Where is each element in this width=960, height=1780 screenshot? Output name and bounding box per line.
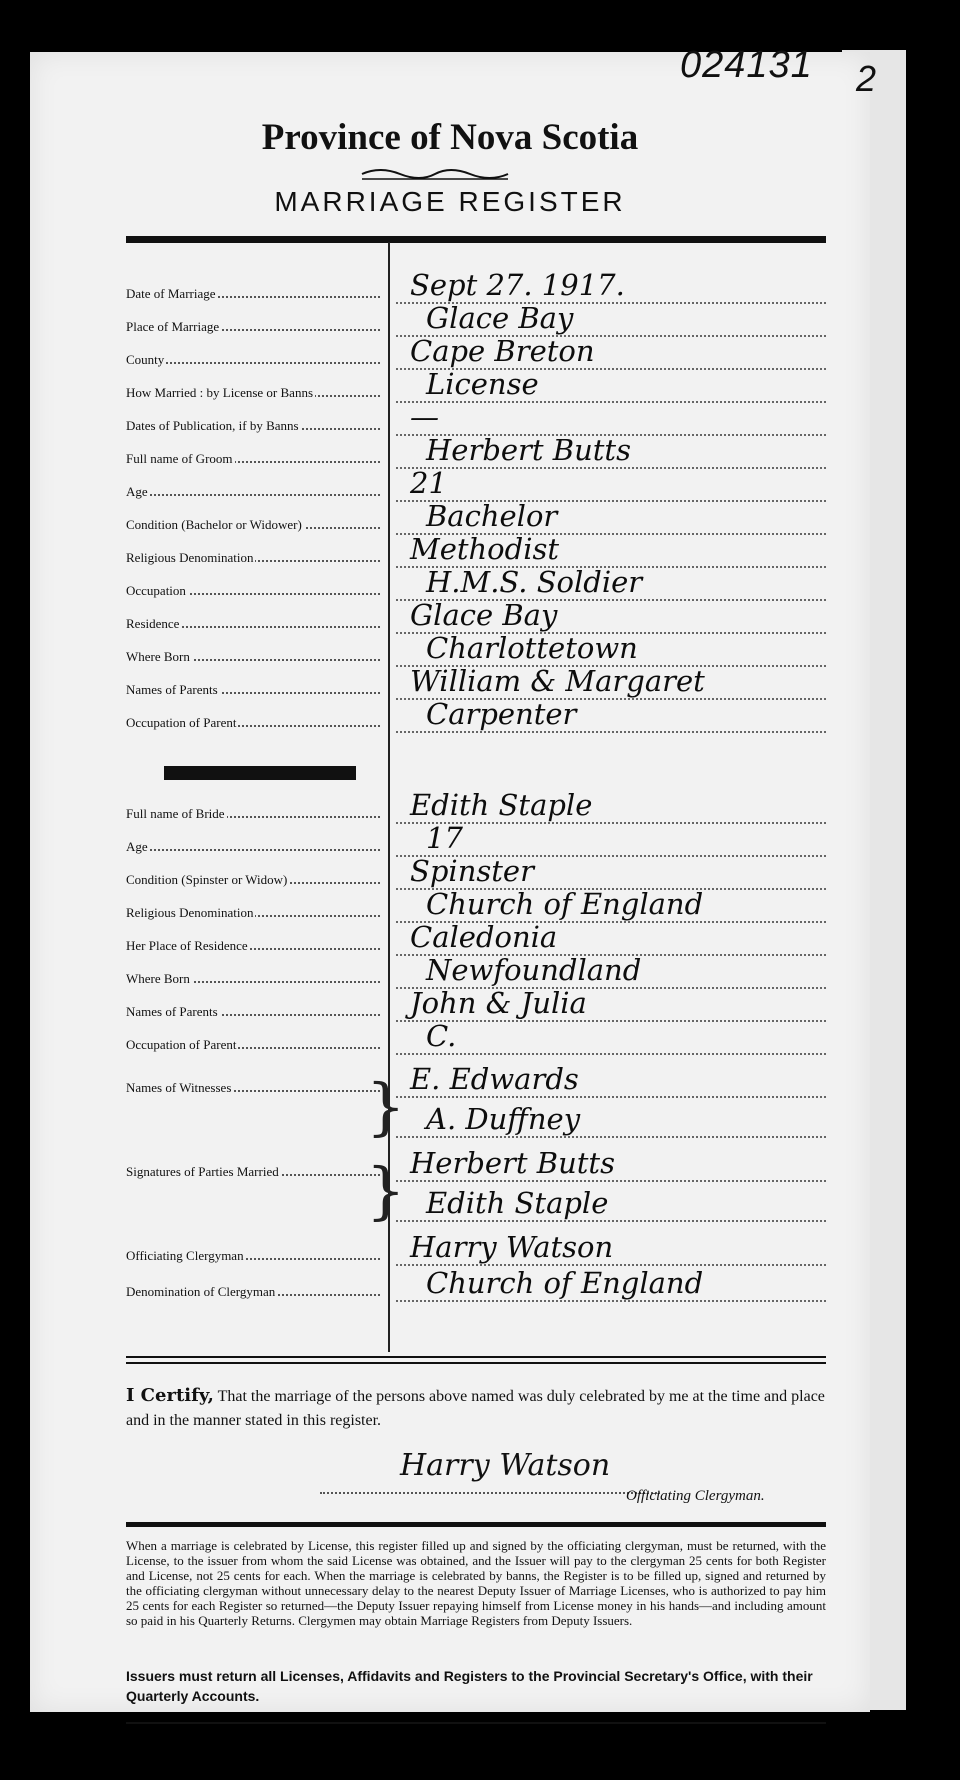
answer-line xyxy=(396,731,826,733)
field-label: Full name of Groom xyxy=(126,451,233,466)
field-value: Herbert Butts xyxy=(410,1146,615,1180)
answer-line xyxy=(396,467,826,469)
field-label: Place of Marriage xyxy=(126,319,220,334)
clergyman-signature: Harry Watson xyxy=(400,1448,611,1483)
field-value: E. Edwards xyxy=(410,1062,579,1096)
answer-line xyxy=(396,1136,826,1138)
field-value: Glace Bay xyxy=(410,598,558,632)
field-row xyxy=(126,410,388,434)
field-label: County xyxy=(126,352,165,367)
field-row xyxy=(126,1112,388,1136)
field-value: Bachelor xyxy=(426,499,558,533)
answer-line xyxy=(396,1180,826,1182)
field-value: Church of England xyxy=(426,887,704,921)
tab-number: 2 xyxy=(856,58,877,99)
certify-rule-bottom xyxy=(126,1362,826,1364)
field-value: John & Julia xyxy=(410,986,587,1020)
field-row xyxy=(126,1029,388,1053)
answer-line xyxy=(396,401,826,403)
field-value: Newfoundland xyxy=(426,953,642,987)
field-value: 21 xyxy=(410,466,447,500)
field-value: A. Duffney xyxy=(426,1102,581,1136)
field-value: License xyxy=(426,367,539,401)
field-value: Glace Bay xyxy=(426,301,574,335)
field-label: Occupation xyxy=(126,583,186,598)
field-label: Occupation of Parent xyxy=(126,1037,237,1052)
field-label: Condition (Bachelor or Widower) xyxy=(126,517,302,532)
answer-line xyxy=(396,1220,826,1222)
field-label: Where Born xyxy=(126,649,190,664)
field-label: Religious Denomination xyxy=(126,550,254,565)
field-label: Religious Denomination xyxy=(126,905,254,920)
record-number: 024131 xyxy=(680,44,813,86)
field-label: Denomination of Clergyman xyxy=(126,1284,276,1299)
form-title: Province of Nova Scotia xyxy=(261,117,639,158)
license-notice: When a marriage is celebrated by License, this register filled up and signed by the officiating clergyman, must be returned, with the License, to the issuer from whom the said License was obtained, and the Issuer will pay to the clergyman 25 cents for both Register and License, not 25 cents for each. When the marriage is celebrated by banns, the Register is to be filled up, signed and returned by the officiating clergyman without unnecessary delay to the nearest Deputy Issuer of Marriage Licenses, who is authorized to pay him 25 cents for each Register so returned—the Deputy Issuer repaying himself from License money in his hands—and including amount so paid in his Quarterly Returns. Clergymen may obtain Marriage Registers from Deputy Issuers. xyxy=(126,1538,826,1628)
field-value: Sept 27. 1917. xyxy=(410,268,625,302)
answer-line xyxy=(396,1096,826,1098)
field-row xyxy=(126,509,388,533)
field-label: Date of Marriage xyxy=(126,286,216,301)
certify-lead: I Certify, xyxy=(126,1385,214,1406)
answer-line xyxy=(396,1053,826,1055)
field-row xyxy=(126,608,388,632)
field-row xyxy=(126,963,388,987)
field-value: Edith Staple xyxy=(410,788,593,822)
field-value: Harry Watson xyxy=(410,1230,614,1264)
field-row xyxy=(126,1156,388,1180)
field-label: Age xyxy=(126,484,148,499)
header-rule xyxy=(126,236,826,243)
field-value: Caledonia xyxy=(410,920,558,954)
field-label: Dates of Publication, if by Banns xyxy=(126,418,299,433)
field-row xyxy=(126,1072,388,1096)
field-value: 17 xyxy=(426,821,463,855)
witnesses-brace: } xyxy=(366,1070,406,1143)
field-row xyxy=(126,707,388,731)
field-value: Edith Staple xyxy=(426,1186,609,1220)
field-row xyxy=(126,443,388,467)
field-value: Cape Breton xyxy=(410,334,595,368)
field-label: Signatures of Parties Married xyxy=(126,1164,279,1179)
field-value: Carpenter xyxy=(426,697,577,731)
field-label: Age xyxy=(126,839,148,854)
bride-section-bar xyxy=(164,766,356,780)
field-value: Charlottetown xyxy=(426,631,638,665)
notice-rule xyxy=(126,1522,826,1527)
field-label: Occupation of Parent xyxy=(126,715,237,730)
field-label: Where Born xyxy=(126,971,190,986)
field-value: Church of England xyxy=(426,1266,704,1300)
field-value: H.M.S. Soldier xyxy=(426,565,643,599)
signatures-brace: } xyxy=(366,1154,406,1227)
field-value: C. xyxy=(426,1019,457,1053)
field-row xyxy=(126,996,388,1020)
field-row xyxy=(126,641,388,665)
field-value: Herbert Butts xyxy=(426,433,631,467)
field-row xyxy=(126,831,388,855)
field-row xyxy=(126,897,388,921)
field-row xyxy=(126,344,388,368)
signature-line xyxy=(320,1492,660,1494)
field-row xyxy=(126,542,388,566)
field-row xyxy=(126,311,388,335)
label-leader-dots xyxy=(126,849,380,851)
field-row xyxy=(126,377,388,401)
field-label: Names of Parents xyxy=(126,682,218,697)
field-row xyxy=(126,278,388,302)
field-row xyxy=(126,476,388,500)
field-row xyxy=(126,674,388,698)
field-row xyxy=(126,930,388,954)
footer-rule xyxy=(126,1722,826,1724)
field-value: Spinster xyxy=(410,854,534,888)
field-label: Her Place of Residence xyxy=(126,938,248,953)
field-label: Residence xyxy=(126,616,180,631)
title-flourish xyxy=(360,164,510,184)
field-row xyxy=(126,1240,388,1264)
field-row xyxy=(126,798,388,822)
form-subtitle: MARRIAGE REGISTER xyxy=(274,186,626,217)
field-label: Names of Parents xyxy=(126,1004,218,1019)
field-row xyxy=(126,1196,388,1220)
field-row xyxy=(126,575,388,599)
certify-statement xyxy=(126,1384,826,1433)
issuers-notice: Issuers must return all Licenses, Affidavits and Registers to the Provincial Secretary's Office, with their Quarterly Accounts. xyxy=(126,1668,813,1704)
field-row xyxy=(126,864,388,888)
label-leader-dots xyxy=(126,494,380,496)
answer-line xyxy=(396,1020,826,1022)
field-row xyxy=(126,1276,388,1300)
field-label: Names of Witnesses xyxy=(126,1080,232,1095)
certify-text: That the marriage of the persons above named was duly celebrated by me at the time and place and in the manner stated in this register. xyxy=(126,1388,825,1429)
field-label: Officiating Clergyman xyxy=(126,1248,244,1263)
field-value: Methodist xyxy=(410,532,560,566)
register-form xyxy=(30,52,870,1712)
signature-label: Officiating Clergyman. xyxy=(626,1488,765,1504)
field-label: How Married : by License or Banns xyxy=(126,385,314,400)
field-label: Condition (Spinster or Widow) xyxy=(126,872,288,887)
field-label: Full name of Bride xyxy=(126,806,225,821)
field-value: William & Margaret xyxy=(410,664,705,698)
certify-rule-top xyxy=(126,1356,826,1358)
answer-line xyxy=(396,1300,826,1302)
field-value: — xyxy=(410,400,439,434)
